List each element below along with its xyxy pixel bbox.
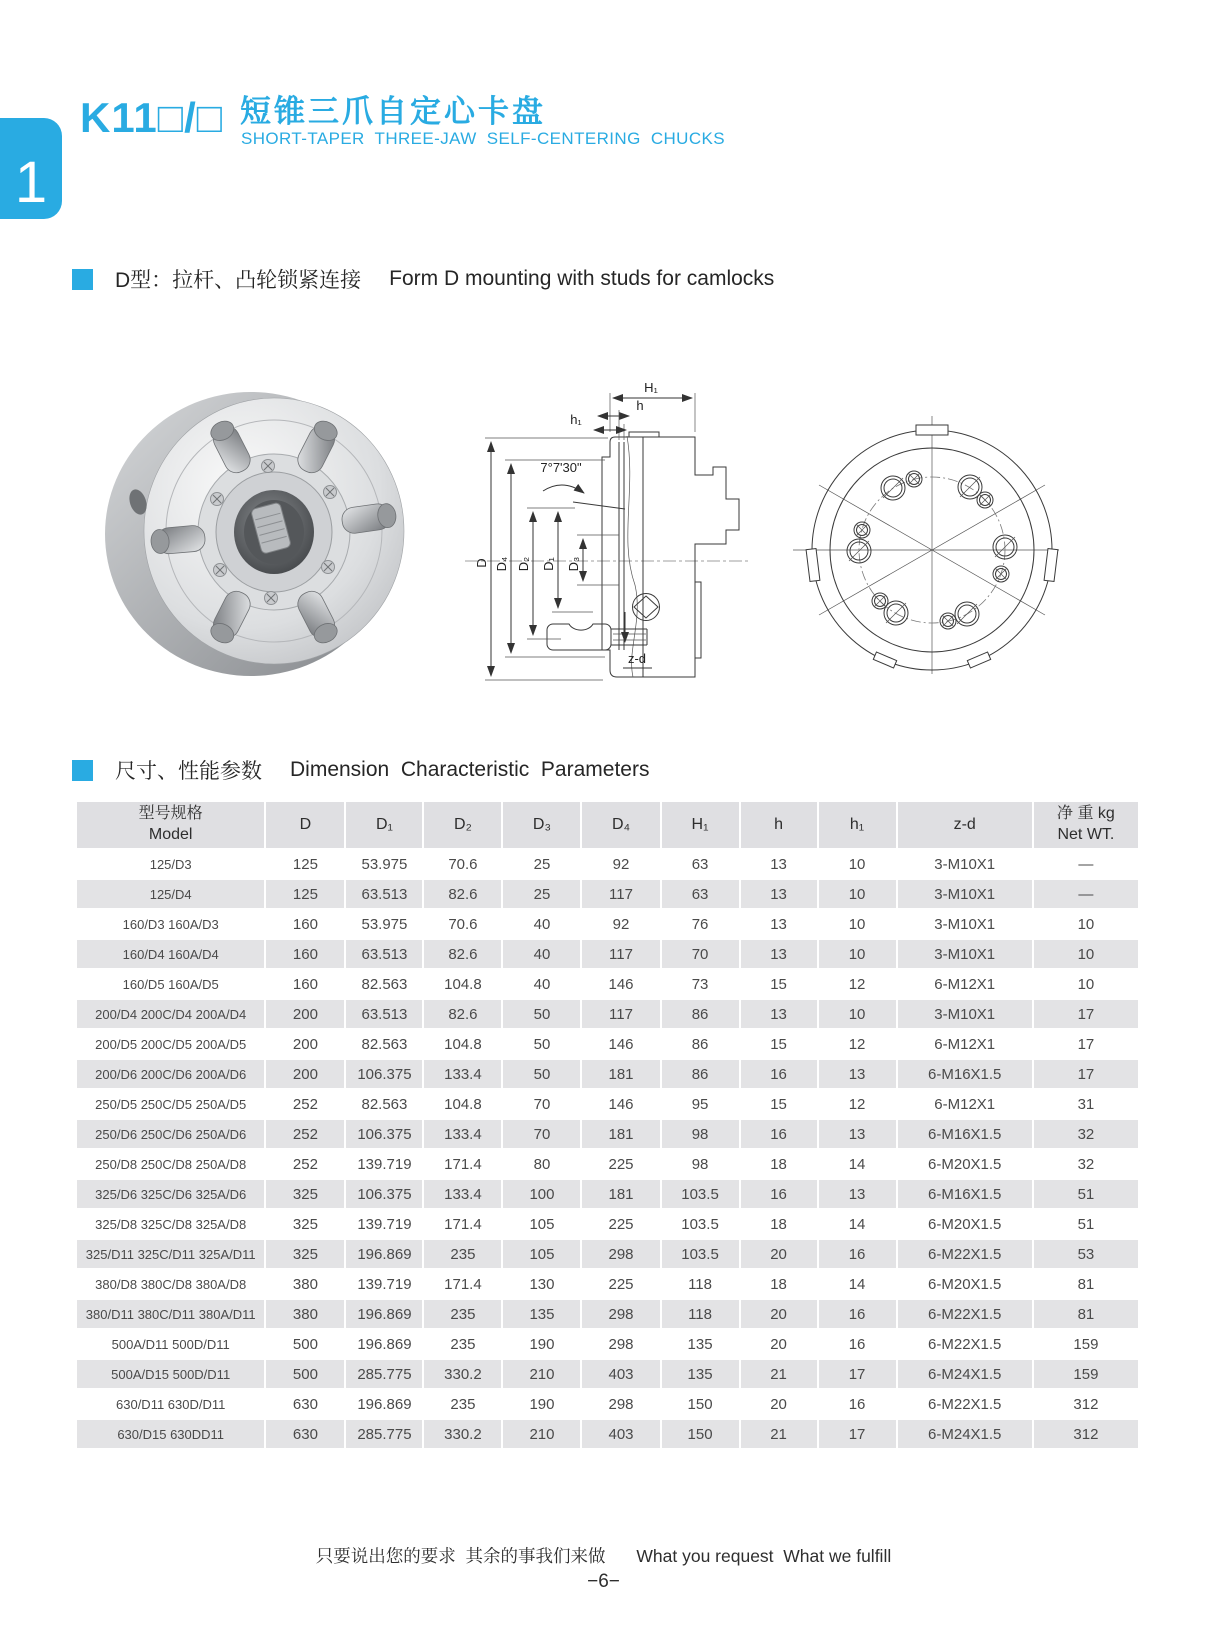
page-title-chinese: 短锥三爪自定心卡盘	[240, 94, 546, 129]
value-cell: 14	[819, 1210, 896, 1238]
value-cell: 53	[1034, 1240, 1138, 1268]
value-cell: 106.375	[346, 1120, 422, 1148]
value-cell: 403	[582, 1360, 659, 1388]
value-cell: 6-M16X1.5	[898, 1180, 1032, 1208]
value-cell: 18	[741, 1150, 817, 1178]
dim-D-label: D	[474, 558, 489, 568]
value-cell: 105	[503, 1210, 580, 1238]
value-cell: 146	[582, 1030, 659, 1058]
value-cell: 171.4	[424, 1270, 501, 1298]
value-cell: 106.375	[346, 1180, 422, 1208]
value-cell: 82.563	[346, 970, 422, 998]
value-cell: 160	[266, 970, 344, 998]
value-cell: 117	[582, 880, 659, 908]
value-cell: —	[1034, 850, 1138, 878]
value-cell: 159	[1034, 1360, 1138, 1388]
value-cell: 20	[741, 1390, 817, 1418]
col-header-H1: H₁	[662, 802, 739, 848]
value-cell: 196.869	[346, 1330, 422, 1358]
value-cell: 10	[1034, 910, 1138, 938]
model-cell: 200/D4 200C/D4 200A/D4	[77, 1000, 264, 1028]
value-cell: 104.8	[424, 1090, 501, 1118]
value-cell: 190	[503, 1390, 580, 1418]
value-cell: 200	[266, 1060, 344, 1088]
table-row	[77, 1390, 1138, 1418]
col-header-D2: D₂	[424, 802, 501, 848]
value-cell: 80	[503, 1150, 580, 1178]
table-row	[77, 850, 1138, 878]
value-cell: 18	[741, 1210, 817, 1238]
value-cell: 200	[266, 1030, 344, 1058]
value-cell: 330.2	[424, 1420, 501, 1448]
value-cell: 103.5	[662, 1210, 739, 1238]
chuck-outline	[573, 432, 739, 677]
value-cell: 118	[662, 1270, 739, 1298]
value-cell: 106.375	[346, 1060, 422, 1088]
dim-h-label: h	[636, 398, 644, 413]
value-cell: 63	[662, 880, 739, 908]
footer-slogan	[0, 1543, 1207, 1568]
model-cell: 250/D8 250C/D8 250A/D8	[77, 1150, 264, 1178]
table-row	[77, 1030, 1138, 1058]
chuck-photo	[103, 382, 431, 682]
chapter-tab	[0, 118, 62, 219]
value-cell: 196.869	[346, 1300, 422, 1328]
section-marker-icon	[72, 269, 93, 290]
front-view-drawing	[753, 388, 1059, 674]
value-cell: 50	[503, 1030, 580, 1058]
value-cell: 81	[1034, 1270, 1138, 1298]
value-cell: 6-M12X1	[898, 1090, 1032, 1118]
model-cell: 200/D5 200C/D5 200A/D5	[77, 1030, 264, 1058]
dim-D4-label: D₄	[494, 556, 509, 572]
col-header-model: 型号规格 Model	[77, 802, 264, 848]
value-cell: 181	[582, 1120, 659, 1148]
value-cell: 16	[741, 1060, 817, 1088]
value-cell: 3-M10X1	[898, 880, 1032, 908]
table-row	[77, 1060, 1138, 1088]
table-row	[77, 1420, 1138, 1448]
value-cell: 31	[1034, 1090, 1138, 1118]
value-cell: 25	[503, 850, 580, 878]
value-cell: 17	[819, 1360, 896, 1388]
value-cell: 105	[503, 1240, 580, 1268]
value-cell: 40	[503, 910, 580, 938]
value-cell: 6-M12X1	[898, 970, 1032, 998]
dim-H1	[610, 380, 695, 432]
value-cell: 135	[662, 1360, 739, 1388]
dim-h1	[570, 410, 626, 440]
camlock-stud-outline	[547, 624, 647, 650]
value-cell: 13	[819, 1060, 896, 1088]
value-cell: 181	[582, 1180, 659, 1208]
value-cell: 235	[424, 1300, 501, 1328]
value-cell: 16	[741, 1180, 817, 1208]
value-cell: 6-M20X1.5	[898, 1270, 1032, 1298]
value-cell: 63.513	[346, 880, 422, 908]
value-cell: 630	[266, 1390, 344, 1418]
value-cell: 17	[819, 1420, 896, 1448]
value-cell: 13	[741, 910, 817, 938]
value-cell: 146	[582, 1090, 659, 1118]
value-cell: 51	[1034, 1210, 1138, 1238]
value-cell: 6-M20X1.5	[898, 1150, 1032, 1178]
value-cell: 225	[582, 1150, 659, 1178]
value-cell: 117	[582, 940, 659, 968]
value-cell: 92	[582, 910, 659, 938]
table-row	[77, 940, 1138, 968]
taper-angle-annotation	[540, 460, 584, 493]
dim-D2	[516, 508, 575, 639]
spec-table	[75, 800, 1140, 1450]
value-cell: 70	[503, 1090, 580, 1118]
value-cell: 6-M12X1	[898, 1030, 1032, 1058]
value-cell: 104.8	[424, 970, 501, 998]
table-row	[77, 1000, 1138, 1028]
model-cell: 325/D8 325C/D8 325A/D8	[77, 1210, 264, 1238]
value-cell: 82.563	[346, 1030, 422, 1058]
value-cell: 285.775	[346, 1420, 422, 1448]
value-cell: 32	[1034, 1150, 1138, 1178]
value-cell: 159	[1034, 1330, 1138, 1358]
col-header-weight: 净 重 kg Net WT.	[1034, 802, 1138, 848]
value-cell: 190	[503, 1330, 580, 1358]
value-cell: 20	[741, 1330, 817, 1358]
value-cell: 17	[1034, 1060, 1138, 1088]
value-cell: 40	[503, 940, 580, 968]
dim-H1-label: H₁	[644, 380, 658, 395]
value-cell: 325	[266, 1240, 344, 1268]
section-header-mounting	[72, 264, 774, 294]
value-cell: 40	[503, 970, 580, 998]
value-cell: 160	[266, 940, 344, 968]
value-cell: 10	[1034, 970, 1138, 998]
section-drawing	[443, 350, 755, 688]
value-cell: 252	[266, 1120, 344, 1148]
value-cell: 380	[266, 1300, 344, 1328]
value-cell: 6-M20X1.5	[898, 1210, 1032, 1238]
table-row	[77, 970, 1138, 998]
value-cell: 6-M16X1.5	[898, 1060, 1032, 1088]
value-cell: 330.2	[424, 1360, 501, 1388]
cam-screw	[633, 594, 660, 621]
value-cell: 20	[741, 1240, 817, 1268]
model-cell: 325/D11 325C/D11 325A/D11	[77, 1240, 264, 1268]
table-row	[77, 1360, 1138, 1388]
value-cell: 103.5	[662, 1180, 739, 1208]
section-header-dimensions	[72, 755, 649, 785]
value-cell: 118	[662, 1300, 739, 1328]
value-cell: 70.6	[424, 850, 501, 878]
value-cell: 10	[819, 940, 896, 968]
value-cell: 225	[582, 1270, 659, 1298]
section-marker-icon	[72, 760, 93, 781]
table-row	[77, 1330, 1138, 1358]
table-row	[77, 1270, 1138, 1298]
model-cell: 380/D8 380C/D8 380A/D8	[77, 1270, 264, 1298]
value-cell: 380	[266, 1270, 344, 1298]
dim-D2-label: D₂	[516, 556, 531, 572]
page-number: −6−	[587, 1571, 620, 1592]
model-cell: 250/D5 250C/D5 250A/D5	[77, 1090, 264, 1118]
dim-D3-label: D₃	[566, 556, 581, 572]
value-cell: 20	[741, 1300, 817, 1328]
value-cell: 6-M22X1.5	[898, 1390, 1032, 1418]
value-cell: 171.4	[424, 1150, 501, 1178]
section-mounting-label-cn: D型：拉杆、凸轮锁紧连接	[115, 269, 362, 292]
value-cell: 16	[819, 1330, 896, 1358]
value-cell: 146	[582, 970, 659, 998]
model-cell: 630/D15 630DD11	[77, 1420, 264, 1448]
zd-label: z-d	[627, 651, 647, 666]
col-header-D4: D₄	[582, 802, 659, 848]
value-cell: 86	[662, 1060, 739, 1088]
value-cell: 13	[741, 1000, 817, 1028]
value-cell: 200	[266, 1000, 344, 1028]
product-model-code: K11□/□	[80, 94, 224, 141]
table-row	[77, 1210, 1138, 1238]
value-cell: 14	[819, 1270, 896, 1298]
value-cell: 13	[741, 940, 817, 968]
page-title-english: SHORT-TAPER THREE-JAW SELF-CENTERING CHUCKS	[241, 129, 726, 148]
model-cell: 160/D4 160A/D4	[77, 940, 264, 968]
model-cell: 160/D5 160A/D5	[77, 970, 264, 998]
model-cell: 250/D6 250C/D6 250A/D6	[77, 1120, 264, 1148]
value-cell: 16	[819, 1300, 896, 1328]
value-cell: 6-M24X1.5	[898, 1420, 1032, 1448]
value-cell: 63.513	[346, 1000, 422, 1028]
table-row	[77, 1240, 1138, 1268]
value-cell: 21	[741, 1420, 817, 1448]
model-cell: 500A/D11 500D/D11	[77, 1330, 264, 1358]
value-cell: 6-M22X1.5	[898, 1300, 1032, 1328]
value-cell: 312	[1034, 1390, 1138, 1418]
value-cell: 17	[1034, 1030, 1138, 1058]
footer-slogan-en: What you request What we fulfill	[636, 1546, 892, 1566]
value-cell: 25	[503, 880, 580, 908]
value-cell: 10	[819, 850, 896, 878]
value-cell: 70	[503, 1120, 580, 1148]
table-row	[77, 1300, 1138, 1328]
value-cell: 63	[662, 850, 739, 878]
value-cell: 82.6	[424, 1000, 501, 1028]
value-cell: 298	[582, 1390, 659, 1418]
value-cell: 225	[582, 1210, 659, 1238]
value-cell: 10	[819, 880, 896, 908]
value-cell: 15	[741, 1030, 817, 1058]
value-cell: 82.563	[346, 1090, 422, 1118]
model-cell: 125/D4	[77, 880, 264, 908]
model-cell: 160/D3 160A/D3	[77, 910, 264, 938]
value-cell: 53.975	[346, 850, 422, 878]
model-cell: 500A/D15 500D/D11	[77, 1360, 264, 1388]
spec-table-body	[77, 850, 1138, 1448]
model-cell: 200/D6 200C/D6 200A/D6	[77, 1060, 264, 1088]
value-cell: 50	[503, 1060, 580, 1088]
value-cell: 133.4	[424, 1120, 501, 1148]
table-row	[77, 1150, 1138, 1178]
value-cell: 82.6	[424, 940, 501, 968]
section-dimensions-label-en: Dimension Characteristic Parameters	[290, 758, 650, 781]
value-cell: 12	[819, 970, 896, 998]
value-cell: 135	[503, 1300, 580, 1328]
value-cell: 92	[582, 850, 659, 878]
value-cell: 135	[662, 1330, 739, 1358]
value-cell: 117	[582, 1000, 659, 1028]
dim-D1-label: D₁	[541, 557, 556, 571]
value-cell: 17	[1034, 1000, 1138, 1028]
section-mounting-label-en: Form D mounting with studs for camlocks	[389, 267, 775, 290]
value-cell: 325	[266, 1180, 344, 1208]
value-cell: 76	[662, 910, 739, 938]
value-cell: 6-M22X1.5	[898, 1240, 1032, 1268]
value-cell: 63.513	[346, 940, 422, 968]
value-cell: 3-M10X1	[898, 1000, 1032, 1028]
value-cell: 139.719	[346, 1210, 422, 1238]
table-row	[77, 880, 1138, 908]
value-cell: 95	[662, 1090, 739, 1118]
value-cell: 86	[662, 1030, 739, 1058]
dim-h1-label: h₁	[570, 412, 582, 427]
value-cell: 181	[582, 1060, 659, 1088]
value-cell: 196.869	[346, 1240, 422, 1268]
footer-slogan-cn: 只要说出您的要求 其余的事我们来做	[315, 1546, 606, 1566]
table-header-row	[77, 802, 1138, 848]
value-cell: 100	[503, 1180, 580, 1208]
col-header-h: h	[741, 802, 817, 848]
value-cell: 235	[424, 1390, 501, 1418]
value-cell: 6-M24X1.5	[898, 1360, 1032, 1388]
value-cell: 125	[266, 850, 344, 878]
value-cell: —	[1034, 880, 1138, 908]
table-row	[77, 910, 1138, 938]
value-cell: 16	[741, 1120, 817, 1148]
value-cell: 15	[741, 970, 817, 998]
value-cell: 6-M22X1.5	[898, 1330, 1032, 1358]
value-cell: 500	[266, 1360, 344, 1388]
centerlines	[793, 416, 1059, 674]
value-cell: 70	[662, 940, 739, 968]
value-cell: 21	[741, 1360, 817, 1388]
value-cell: 160	[266, 910, 344, 938]
value-cell: 16	[819, 1240, 896, 1268]
value-cell: 81	[1034, 1300, 1138, 1328]
value-cell: 12	[819, 1030, 896, 1058]
value-cell: 16	[819, 1390, 896, 1418]
value-cell: 235	[424, 1240, 501, 1268]
model-cell: 325/D6 325C/D6 325A/D6	[77, 1180, 264, 1208]
table-row	[77, 1180, 1138, 1208]
value-cell: 125	[266, 880, 344, 908]
value-cell: 630	[266, 1420, 344, 1448]
value-cell: 51	[1034, 1180, 1138, 1208]
value-cell: 98	[662, 1120, 739, 1148]
dim-D3	[566, 535, 619, 585]
value-cell: 133.4	[424, 1060, 501, 1088]
table-row	[77, 1090, 1138, 1118]
value-cell: 13	[741, 880, 817, 908]
value-cell: 15	[741, 1090, 817, 1118]
table-row	[77, 1120, 1138, 1148]
col-header-zd: z-d	[898, 802, 1032, 848]
value-cell: 403	[582, 1420, 659, 1448]
value-cell: 139.719	[346, 1270, 422, 1298]
value-cell: 70.6	[424, 910, 501, 938]
value-cell: 3-M10X1	[898, 850, 1032, 878]
value-cell: 10	[819, 910, 896, 938]
value-cell: 139.719	[346, 1150, 422, 1178]
value-cell: 86	[662, 1000, 739, 1028]
value-cell: 13	[819, 1180, 896, 1208]
col-header-D1: D₁	[346, 802, 422, 848]
value-cell: 14	[819, 1150, 896, 1178]
value-cell: 18	[741, 1270, 817, 1298]
value-cell: 98	[662, 1150, 739, 1178]
value-cell: 196.869	[346, 1390, 422, 1418]
col-header-D: D	[266, 802, 344, 848]
section-dimensions-label-cn: 尺寸、性能参数	[115, 760, 262, 783]
value-cell: 10	[819, 1000, 896, 1028]
value-cell: 12	[819, 1090, 896, 1118]
value-cell: 210	[503, 1420, 580, 1448]
value-cell: 130	[503, 1270, 580, 1298]
value-cell: 13	[819, 1120, 896, 1148]
value-cell: 104.8	[424, 1030, 501, 1058]
value-cell: 235	[424, 1330, 501, 1358]
col-header-D3: D₃	[503, 802, 580, 848]
value-cell: 32	[1034, 1120, 1138, 1148]
value-cell: 298	[582, 1300, 659, 1328]
value-cell: 312	[1034, 1420, 1138, 1448]
value-cell: 150	[662, 1390, 739, 1418]
value-cell: 3-M10X1	[898, 940, 1032, 968]
dim-h	[598, 398, 644, 416]
value-cell: 252	[266, 1150, 344, 1178]
model-cell: 630/D11 630D/D11	[77, 1390, 264, 1418]
value-cell: 285.775	[346, 1360, 422, 1388]
value-cell: 6-M16X1.5	[898, 1120, 1032, 1148]
value-cell: 50	[503, 1000, 580, 1028]
model-cell: 125/D3	[77, 850, 264, 878]
value-cell: 133.4	[424, 1180, 501, 1208]
value-cell: 103.5	[662, 1240, 739, 1268]
value-cell: 298	[582, 1330, 659, 1358]
value-cell: 3-M10X1	[898, 910, 1032, 938]
value-cell: 500	[266, 1330, 344, 1358]
col-header-h1: h₁	[819, 802, 896, 848]
value-cell: 252	[266, 1090, 344, 1118]
chapter-number: 1	[14, 150, 48, 215]
value-cell: 10	[1034, 940, 1138, 968]
model-cell: 380/D11 380C/D11 380A/D11	[77, 1300, 264, 1328]
value-cell: 325	[266, 1210, 344, 1238]
value-cell: 298	[582, 1240, 659, 1268]
value-cell: 73	[662, 970, 739, 998]
taper-angle-label: 7°7'30"	[540, 460, 582, 475]
value-cell: 150	[662, 1420, 739, 1448]
value-cell: 82.6	[424, 880, 501, 908]
value-cell: 13	[741, 850, 817, 878]
value-cell: 53.975	[346, 910, 422, 938]
value-cell: 171.4	[424, 1210, 501, 1238]
value-cell: 210	[503, 1360, 580, 1388]
